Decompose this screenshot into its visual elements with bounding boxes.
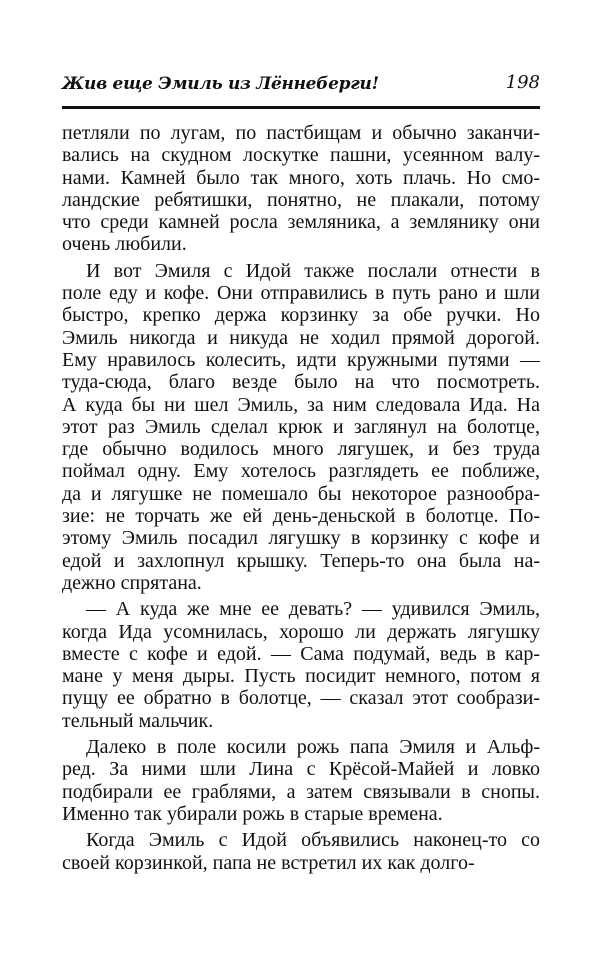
running-header <box>62 68 540 104</box>
text-line: Когда Эмиль с Идой объявились наконец-то со <box>86 829 540 852</box>
text-line: И вот Эмиля с Идой также послали отнести в <box>86 259 540 282</box>
text-line: что среди камней росла земляника, а землянику они <box>62 211 540 234</box>
running-title: Жив еще Эмиль из Лённеберги! <box>62 74 379 94</box>
text-line: вались на скудном лоскутке пашни, усеянном валу- <box>62 144 540 167</box>
text-line: этот раз Эмиль сделал крюк и заглянул на болотце, <box>62 415 540 438</box>
text-line: — А куда же мне ее девать? — удивился Эмиль, <box>86 598 540 621</box>
text-line: своей корзинкой, папа не встретил их как долго- <box>62 851 475 874</box>
text-line: очень любили. <box>62 233 187 256</box>
paragraph <box>62 736 540 825</box>
text-line: пущу ее обратно в болотце, — сказал этот сообрази- <box>62 687 540 710</box>
text-line: зие: не торчать же ей день-деньской в болотце. По- <box>62 505 540 528</box>
text-line: нами. Камней было так много, хоть плачь. Но смо- <box>62 166 540 189</box>
paragraph <box>62 122 540 256</box>
page-body-text <box>62 122 540 878</box>
text-line: вместе с кофе и едой. — Сама подумай, ведь в кар- <box>62 642 540 665</box>
text-line: быстро, крепко держа корзинку за обе ручки. Но <box>62 304 540 327</box>
text-line: этому Эмиль посадил лягушку в корзинку с кофе и <box>62 527 540 550</box>
text-line: ландские ребятишки, понятно, не плакали, потому <box>62 188 540 211</box>
text-line: когда Ида усомнилась, хорошо ли держать лягушку <box>62 620 540 643</box>
text-line: Далеко в поле косили рожь папа Эмиля и Альф- <box>86 736 540 759</box>
header-rule <box>62 106 540 109</box>
text-line: дежно спрятана. <box>62 571 202 594</box>
text-line: поймал одну. Ему хотелось разглядеть ее поближе, <box>62 460 540 483</box>
text-line: Именно так убирали рожь в старые времена. <box>62 802 443 825</box>
text-line: тельный мальчик. <box>62 709 214 732</box>
text-line: подбирали ее граблями, а затем связывали в снопы. <box>62 780 540 803</box>
text-line: да и лягушке не помешало бы некоторое разнообра- <box>62 482 540 505</box>
paragraph <box>62 829 540 874</box>
paragraph <box>62 260 540 594</box>
text-line: ред. За ними шли Лина с Крёсой-Майей и ловко <box>62 758 540 781</box>
text-line: туда-сюда, благо везде было на что посмотреть. <box>62 371 540 394</box>
text-line: где обычно водилось много лягушек, и без труда <box>62 438 540 461</box>
text-line: мане у меня дыры. Пусть посидит немного, потом я <box>62 665 540 688</box>
text-line: едой и захлопнул крышку. Теперь-то она была на- <box>62 549 540 572</box>
paragraph <box>62 598 540 732</box>
text-line: Ему нравилось колесить, идти кружными путями — <box>62 348 540 371</box>
page-number: 198 <box>505 72 540 93</box>
text-line: Эмиль никогда и никуда не ходил прямой дорогой. <box>62 326 540 349</box>
text-line: А куда бы ни шел Эмиль, за ним следовала Ида. На <box>62 393 540 416</box>
text-line: поле еду и кофе. Они отправились в путь рано и шли <box>62 282 540 305</box>
text-line: петляли по лугам, по пастбищам и обычно заканчи- <box>62 122 540 144</box>
